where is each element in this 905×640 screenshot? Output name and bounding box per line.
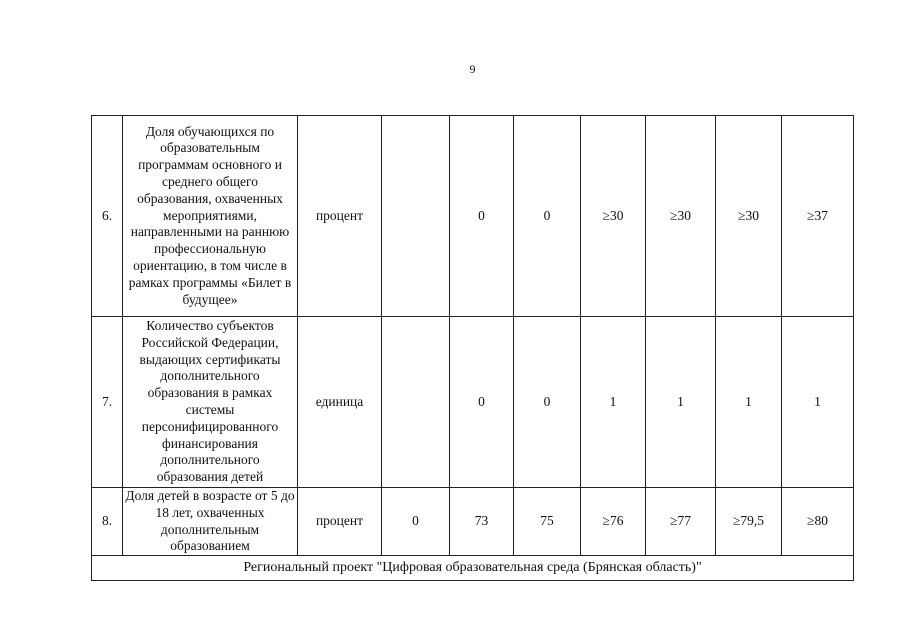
value-cell: 0 <box>514 116 581 317</box>
value-cell: 0 <box>450 317 514 488</box>
page-number: 9 <box>469 62 476 76</box>
indicators-table <box>91 115 854 581</box>
value-cell <box>382 317 450 488</box>
row-number: 8. <box>92 488 123 556</box>
project-heading-row <box>92 556 854 581</box>
indicator-name: Количество субъектов Российской Федерации, выдающих сертификаты дополнительного образования в рамках системы персонифицированного финансирования дополнительного образования детей <box>123 317 298 488</box>
value-cell: ≥76 <box>581 488 646 556</box>
value-cell: ≥30 <box>581 116 646 317</box>
indicator-name: Доля обучающихся по образовательным программам основного и среднего общего образования, охваченных мероприятиями, направленными на раннюю профессиональную ориентацию, в том числе в рамках программы «Билет в будущее» <box>123 116 298 317</box>
value-cell: ≥37 <box>782 116 854 317</box>
value-cell: 1 <box>646 317 716 488</box>
table-row <box>92 488 854 556</box>
table-row <box>92 317 854 488</box>
project-heading: Региональный проект "Цифровая образовательная среда (Брянская область)" <box>92 556 854 581</box>
value-cell: ≥77 <box>646 488 716 556</box>
value-cell: 0 <box>450 116 514 317</box>
table-row <box>92 116 854 317</box>
value-cell: ≥80 <box>782 488 854 556</box>
unit-cell: процент <box>298 488 382 556</box>
unit-cell: процент <box>298 116 382 317</box>
value-cell: 0 <box>514 317 581 488</box>
value-cell: 1 <box>782 317 854 488</box>
row-number: 6. <box>92 116 123 317</box>
value-cell: 73 <box>450 488 514 556</box>
value-cell: ≥79,5 <box>716 488 782 556</box>
value-cell: 75 <box>514 488 581 556</box>
value-cell: 0 <box>382 488 450 556</box>
value-cell: 1 <box>716 317 782 488</box>
value-cell: ≥30 <box>646 116 716 317</box>
value-cell: 1 <box>581 317 646 488</box>
row-number: 7. <box>92 317 123 488</box>
value-cell: ≥30 <box>716 116 782 317</box>
indicator-name: Доля детей в возрасте от 5 до 18 лет, охваченных дополнительным образованием <box>123 488 298 556</box>
value-cell <box>382 116 450 317</box>
unit-cell: единица <box>298 317 382 488</box>
